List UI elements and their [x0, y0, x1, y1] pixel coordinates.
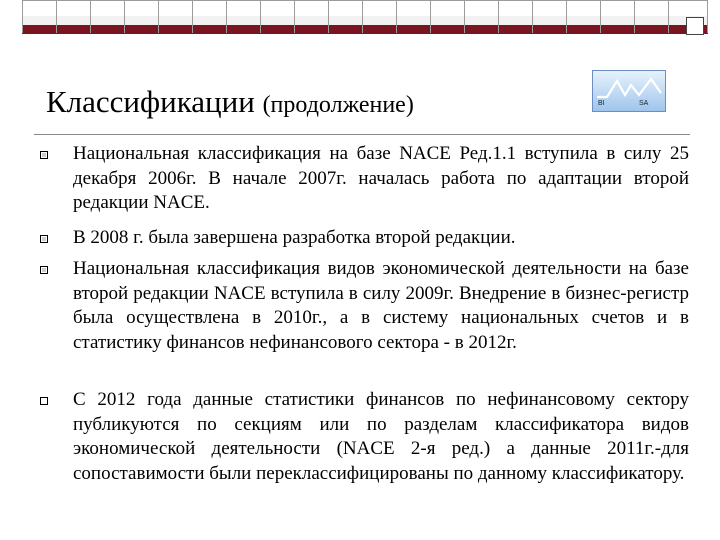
- corner-square: [686, 17, 704, 35]
- title-sub: (продолжение): [262, 92, 414, 118]
- bisa-logo: [592, 70, 666, 112]
- bullet-paragraph: В 2008 г. была завершена разработка второй редакции.: [73, 227, 516, 248]
- title-main: Классификации: [46, 84, 255, 119]
- grid-columns: [22, 0, 708, 33]
- slide-title: [46, 84, 414, 120]
- logo-right-text: SA: [639, 100, 649, 107]
- title-divider: [34, 134, 690, 135]
- bullet-paragraph: С 2012 года данные статистики финансов по нефинансовому сектору публикуются по секциям или по разделам классификатора видов экономической деятельности (NACE 2-я ред.) а данные 2011г.-для сопоставимости были переклассифицированы по данному классификатору.: [73, 389, 689, 484]
- square-bullet-icon: [40, 266, 48, 274]
- empty-square-bullet-icon: [40, 397, 48, 405]
- square-bullet-icon: [40, 151, 48, 159]
- logo-left-text: BI: [598, 100, 605, 107]
- square-bullet-icon: [40, 235, 48, 243]
- bullet-paragraph: Национальная классификация видов экономической деятельности на базе второй редакции NACE вступила в силу 2009г. Внедрение в бизнес-регистр была осуществлена в 2010г., а в систему национальных счетов и в статистику финансов нефинансового сектора - в 2012г.: [73, 258, 689, 353]
- bullet-paragraph: Национальная классификация на базе NACE Ред.1.1 вступила в силу 25 декабря 2006г. В начале 2007г. началась работа по адаптации второй редакции NACE.: [73, 143, 689, 213]
